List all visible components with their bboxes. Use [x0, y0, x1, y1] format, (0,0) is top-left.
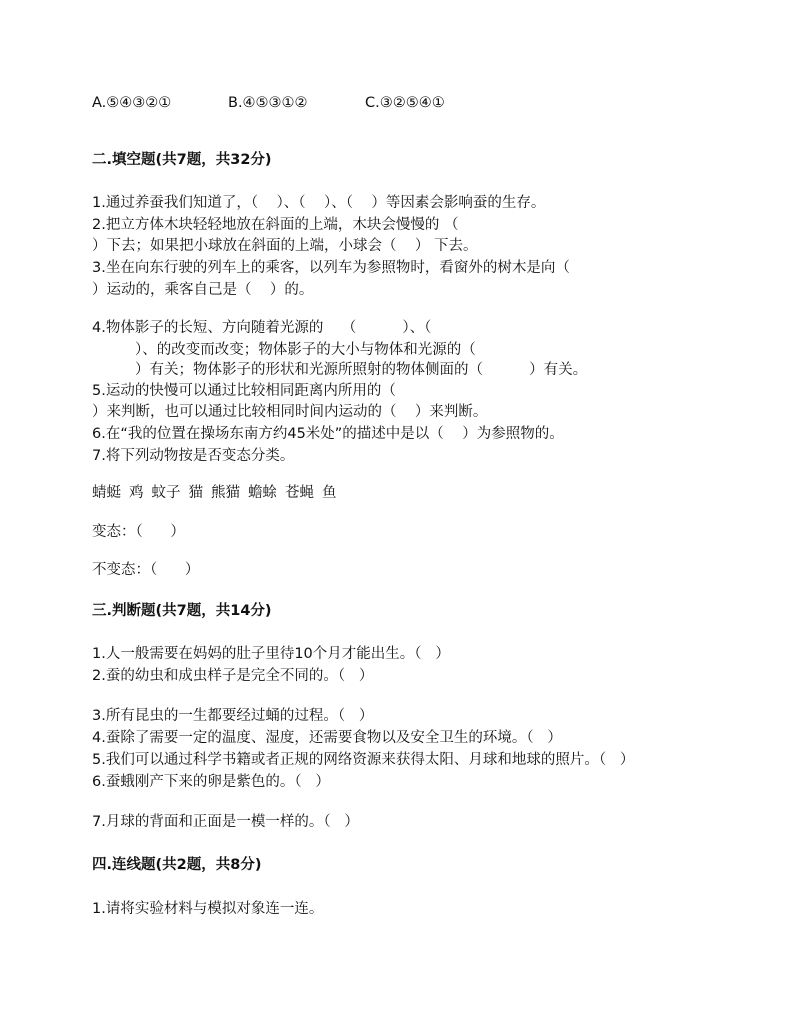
- animal-item: 猫: [188, 485, 203, 501]
- animal-list: [92, 483, 337, 503]
- fill-question-4: 4.物体影子的长短、方向随着光源的 （ ）、（: [92, 320, 432, 336]
- fill-question-2-cont: ）下去；如果把小球放在斜面的上端，小球会（ ） 下去。: [92, 238, 478, 254]
- animal-item: 鸡: [129, 485, 144, 501]
- fill-question-4-cont-2: ）有关；物体影子的形状和光源所照射的物体侧面的（ ）有关。: [135, 362, 588, 378]
- choice-option-b: B.④⑤③①②: [228, 95, 308, 111]
- choice-option-c: C.③②⑤④①: [365, 95, 445, 111]
- fill-question-3-cont: ）运动的，乘客自己是（ ）的。: [92, 282, 314, 298]
- fill-question-6: 6.在“我的位置在操场东南方约45米处”的描述中是以（ ）为参照物的。: [92, 426, 564, 442]
- animal-item: 蚊子: [151, 485, 181, 501]
- metamorphosis-answer-line: 变态：（ ）: [92, 524, 185, 540]
- judge-question-7: 7.月球的背面和正面是一模一样的。（ ）: [92, 814, 359, 830]
- judge-question-2: 2.蚕的幼虫和成虫样子是完全不同的。（ ）: [92, 668, 374, 684]
- judge-question-3: 3.所有昆虫的一生都要经过蛹的过程。（ ）: [92, 708, 374, 724]
- section-heading-match: 四.连线题(共2题，共8分): [92, 857, 262, 873]
- fill-question-1: 1.通过养蚕我们知道了，（ ）、（ ）、（ ）等因素会影响蚕的生存。: [92, 195, 546, 211]
- non-metamorphosis-answer-line: 不变态：（ ）: [92, 562, 200, 578]
- fill-question-3: 3.坐在向东行驶的列车上的乘客，以列车为参照物时，看窗外的树木是向（: [92, 260, 570, 276]
- animal-item: 熊猫: [211, 485, 240, 501]
- fill-question-2: 2.把立方体木块轻轻地放在斜面的上端，木块会慢慢的 （: [92, 217, 459, 233]
- animal-item: 鱼: [322, 485, 337, 501]
- judge-question-1: 1.人一般需要在妈妈的肚子里待10个月才能出生。（ ）: [92, 646, 450, 662]
- animal-item: 蜻蜓: [92, 485, 121, 501]
- section-heading-fill: 二.填空题(共7题，共32分): [92, 152, 272, 168]
- section-heading-judge: 三.判断题(共7题，共14分): [92, 603, 272, 619]
- match-question-1: 1.请将实验材料与模拟对象连一连。: [92, 901, 324, 917]
- judge-question-5: 5.我们可以通过科学书籍或者正规的网络资源来获得太阳、月球和地球的照片。（ ）: [92, 752, 635, 768]
- fill-question-7: 7.将下列动物按是否变态分类。: [92, 448, 295, 464]
- judge-question-4: 4.蚕除了需要一定的温度、湿度，还需要食物以及安全卫生的环境。（ ）: [92, 730, 562, 746]
- fill-question-4-cont-1: ）、的改变而改变；物体影子的大小与物体和光源的（: [135, 342, 476, 358]
- judge-question-6: 6.蚕蛾刚产下来的卵是紫色的。（ ）: [92, 774, 330, 790]
- fill-question-5-cont: ）来判断，也可以通过比较相同时间内运动的（ ）来判断。: [92, 404, 488, 420]
- animal-item: 蟾蜍: [248, 485, 277, 501]
- fill-question-5: 5.运动的快慢可以通过比较相同距离内所用的（: [92, 383, 396, 399]
- choice-option-a: A.⑤④③②①: [92, 95, 172, 111]
- animal-item: 苍蝇: [285, 485, 314, 501]
